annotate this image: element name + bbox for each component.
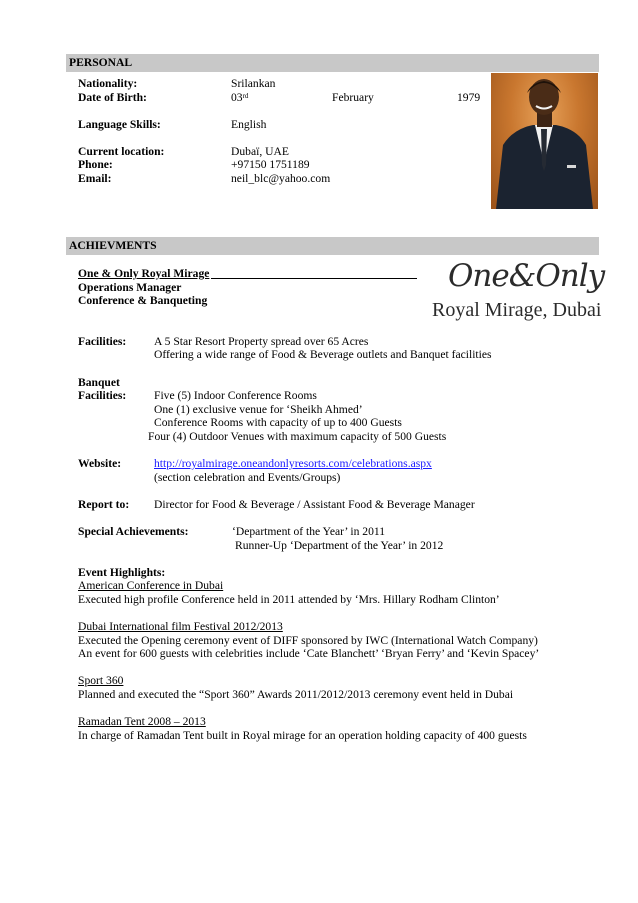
banquet-label: Banquet xyxy=(78,376,120,389)
banquet-line: One (1) exclusive venue for ‘Sheikh Ahmed’ xyxy=(154,403,363,416)
location-label: Current location: xyxy=(78,145,165,158)
personal-section-heading: PERSONAL xyxy=(66,54,599,72)
phone-label: Phone: xyxy=(78,158,113,171)
employer-underline xyxy=(211,278,417,279)
portrait-illustration xyxy=(491,73,598,209)
website-note: (section celebration and Events/Groups) xyxy=(154,471,341,484)
dob-label: Date of Birth: xyxy=(78,91,147,104)
dob-day-suffix: rd xyxy=(242,92,249,100)
website-link[interactable]: http://royalmirage.oneandonlyresorts.com/celebrations.aspx xyxy=(154,457,432,470)
banquet-line: Four (4) Outdoor Venues with maximum capacity of 500 Guests xyxy=(148,430,447,443)
event-highlights-label: Event Highlights: xyxy=(78,566,166,579)
language-value: English xyxy=(231,118,267,131)
event-description: In charge of Ramadan Tent built in Royal mirage for an operation holding capacity of 400 guests xyxy=(78,729,527,742)
profile-photo xyxy=(491,73,598,209)
event-title: Ramadan Tent 2008 – 2013 xyxy=(78,715,206,728)
dob-day-number: 03 xyxy=(231,91,243,104)
phone-value: +97150 1751189 xyxy=(231,158,310,171)
nationality-value: Srilankan xyxy=(231,77,276,90)
event-description: An event for 600 guests with celebrities include ‘Cate Blanchett’ ‘Bryan Ferry’ and ‘Kevin Spacey’ xyxy=(78,647,540,660)
facilities-label: Facilities: xyxy=(78,335,127,348)
dob-year: 1979 xyxy=(457,91,481,104)
special-achievement-item: Runner-Up ‘Department of the Year’ in 2012 xyxy=(235,539,444,552)
banquet-facilities-label: Facilities: xyxy=(78,389,127,402)
banquet-line: Conference Rooms with capacity of up to 400 Guests xyxy=(154,416,402,429)
special-achievements-label: Special Achievements: xyxy=(78,525,189,538)
role-title-2: Conference & Banqueting xyxy=(78,294,208,307)
event-title: American Conference in Dubai xyxy=(78,579,224,592)
achievements-section-heading: ACHIEVMENTS xyxy=(66,237,599,255)
event-title: Sport 360 xyxy=(78,674,124,687)
dob-day xyxy=(231,91,248,105)
report-value: Director for Food & Beverage / Assistant Food & Beverage Manager xyxy=(154,498,475,511)
dob-month: February xyxy=(332,91,374,104)
nationality-label: Nationality: xyxy=(78,77,138,90)
facilities-line: Offering a wide range of Food & Beverage outlets and Banquet facilities xyxy=(154,348,492,361)
location-value: Dubaï, UAE xyxy=(231,145,289,158)
event-description: Executed the Opening ceremony event of DIFF sponsored by IWC (International Watch Company) xyxy=(78,634,538,647)
role-title-1: Operations Manager xyxy=(78,281,182,294)
royal-mirage-logo-text: Royal Mirage, Dubai xyxy=(432,299,602,321)
email-value: neil_blc@yahoo.com xyxy=(231,172,331,185)
event-description: Planned and executed the “Sport 360” Awards 2011/2012/2013 ceremony event held in Dubai xyxy=(78,688,514,701)
banquet-line: Five (5) Indoor Conference Rooms xyxy=(154,389,317,402)
email-label: Email: xyxy=(78,172,112,185)
report-label: Report to: xyxy=(78,498,130,511)
facilities-line: A 5 Star Resort Property spread over 65 Acres xyxy=(154,335,369,348)
event-description: Executed high profile Conference held in 2011 attended by ‘Mrs. Hillary Rodham Clinton’ xyxy=(78,593,500,606)
employer-name: One & Only Royal Mirage xyxy=(78,267,210,280)
event-title: Dubai International film Festival 2012/2013 xyxy=(78,620,283,633)
special-achievement-item: ‘Department of the Year’ in 2011 xyxy=(232,525,386,538)
oneandonly-logo: One&Only xyxy=(448,258,605,294)
website-label: Website: xyxy=(78,457,122,470)
language-label: Language Skills: xyxy=(78,118,161,131)
